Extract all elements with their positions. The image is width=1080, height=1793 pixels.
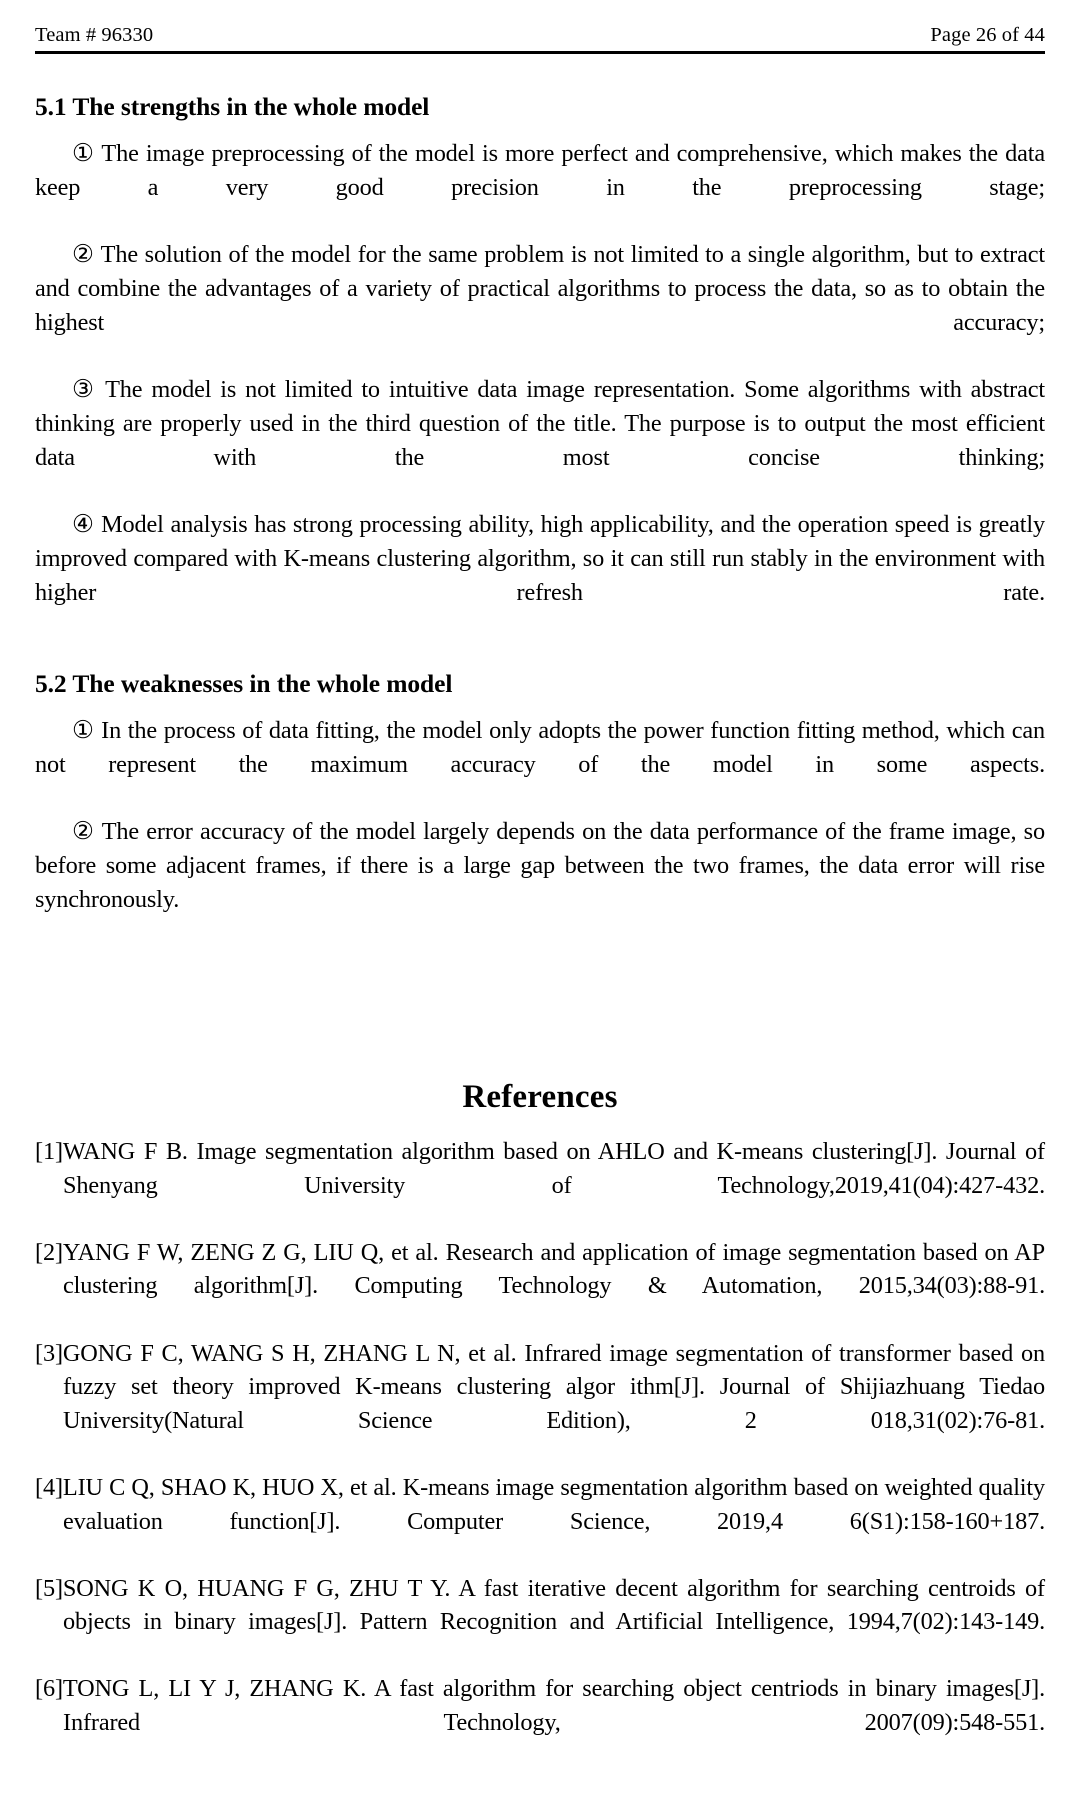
section-heading-5-1: 5.1 The strengths in the whole model: [35, 91, 430, 121]
document-body: [35, 62, 1045, 1774]
strength-item-1: ① The image preprocessing of the model is more perfect and comprehensive, which makes the data keep a very good precision in the preprocessing stage;: [35, 139, 1045, 201]
strength-item-2: ② The solution of the model for the same problem is not limited to a single algorithm, but to extract and combine the advantages of a variety of practical algorithms to process the data, so as to obtain the highest accuracy;: [35, 241, 1045, 336]
reference-text: GONG F C, WANG S H, ZHANG L N, et al. Infrared image segmentation of transformer based on fuzzy set theory improved K-means clustering algor ithm[J]. Journal of Shijiazhuang Tiedao University(Natural Science Edition), 2 018,31(02):76-81.: [62, 1339, 1045, 1434]
reference-number: [6]: [35, 1675, 63, 1703]
reference-entry: [35, 1471, 1045, 1572]
reference-entry: [35, 1337, 1045, 1471]
header-divider: [35, 51, 1045, 54]
running-header: [35, 0, 1045, 48]
reference-number: [1]: [35, 1137, 63, 1165]
reference-entry: [35, 1672, 1045, 1773]
reference-number: [5]: [35, 1574, 63, 1602]
team-number: Team # 96330: [35, 24, 154, 46]
reference-text: YANG F W, ZENG Z G, LIU Q, et al. Research and application of image segmentation based on AP clustering algorithm[J]. Computing Technology & Automation, 2015,34(03):88-91.: [62, 1238, 1045, 1300]
page-number: Page 26 of 44: [930, 24, 1045, 46]
references-heading: References: [462, 1079, 618, 1116]
reference-list: [35, 1135, 1045, 1773]
reference-number: [3]: [35, 1339, 63, 1367]
reference-text: SONG K O, HUANG F G, ZHU T Y. A fast iterative decent algorithm for searching centroids of objects in binary images[J]. Pattern Recognition and Artificial Intelligence, 1994,7(02):143-149.: [62, 1574, 1045, 1636]
section-heading-5-2: 5.2 The weaknesses in the whole model: [35, 668, 453, 698]
reference-text: WANG F B. Image segmentation algorithm based on AHLO and K-means clustering[J]. Journal of Shenyang University of Technology,2019,41(04):427-432.: [62, 1137, 1045, 1199]
reference-number: [4]: [35, 1473, 63, 1501]
reference-entry: [35, 1236, 1045, 1337]
section-spacer: [35, 950, 1045, 1078]
reference-text: LIU C Q, SHAO K, HUO X, et al. K-means image segmentation algorithm based on weighted quality evaluation function[J]. Computer Science, 2019,4 6(S1):158-160+187.: [62, 1473, 1045, 1535]
strength-item-3: ③ The model is not limited to intuitive data image representation. Some algorithms with abstract thinking are properly used in the third question of the title. The purpose is to output the most efficient data with the most concise thinking;: [35, 376, 1045, 471]
weakness-item-1: ① In the process of data fitting, the model only adopts the power function fitting method, which can not represent the maximum accuracy of the model in some aspects.: [35, 716, 1045, 778]
reference-text: TONG L, LI Y J, ZHANG K. A fast algorithm for searching object centriods in binary images[J]. Infrared Technology, 2007(09):548-551.: [62, 1675, 1045, 1737]
weakness-item-2: ② The error accuracy of the model largely depends on the data performance of the frame image, so before some adjacent frames, if there is a large gap between the two frames, the data error will rise synchronously.: [35, 818, 1045, 913]
reference-entry: [35, 1135, 1045, 1236]
reference-number: [2]: [35, 1238, 63, 1266]
reference-entry: [35, 1572, 1045, 1673]
strength-item-4: ④ Model analysis has strong processing ability, high applicability, and the operation speed is greatly improved compared with K-means clustering algorithm, so it can still run stably in the environment with higher refresh rate.: [35, 511, 1045, 607]
